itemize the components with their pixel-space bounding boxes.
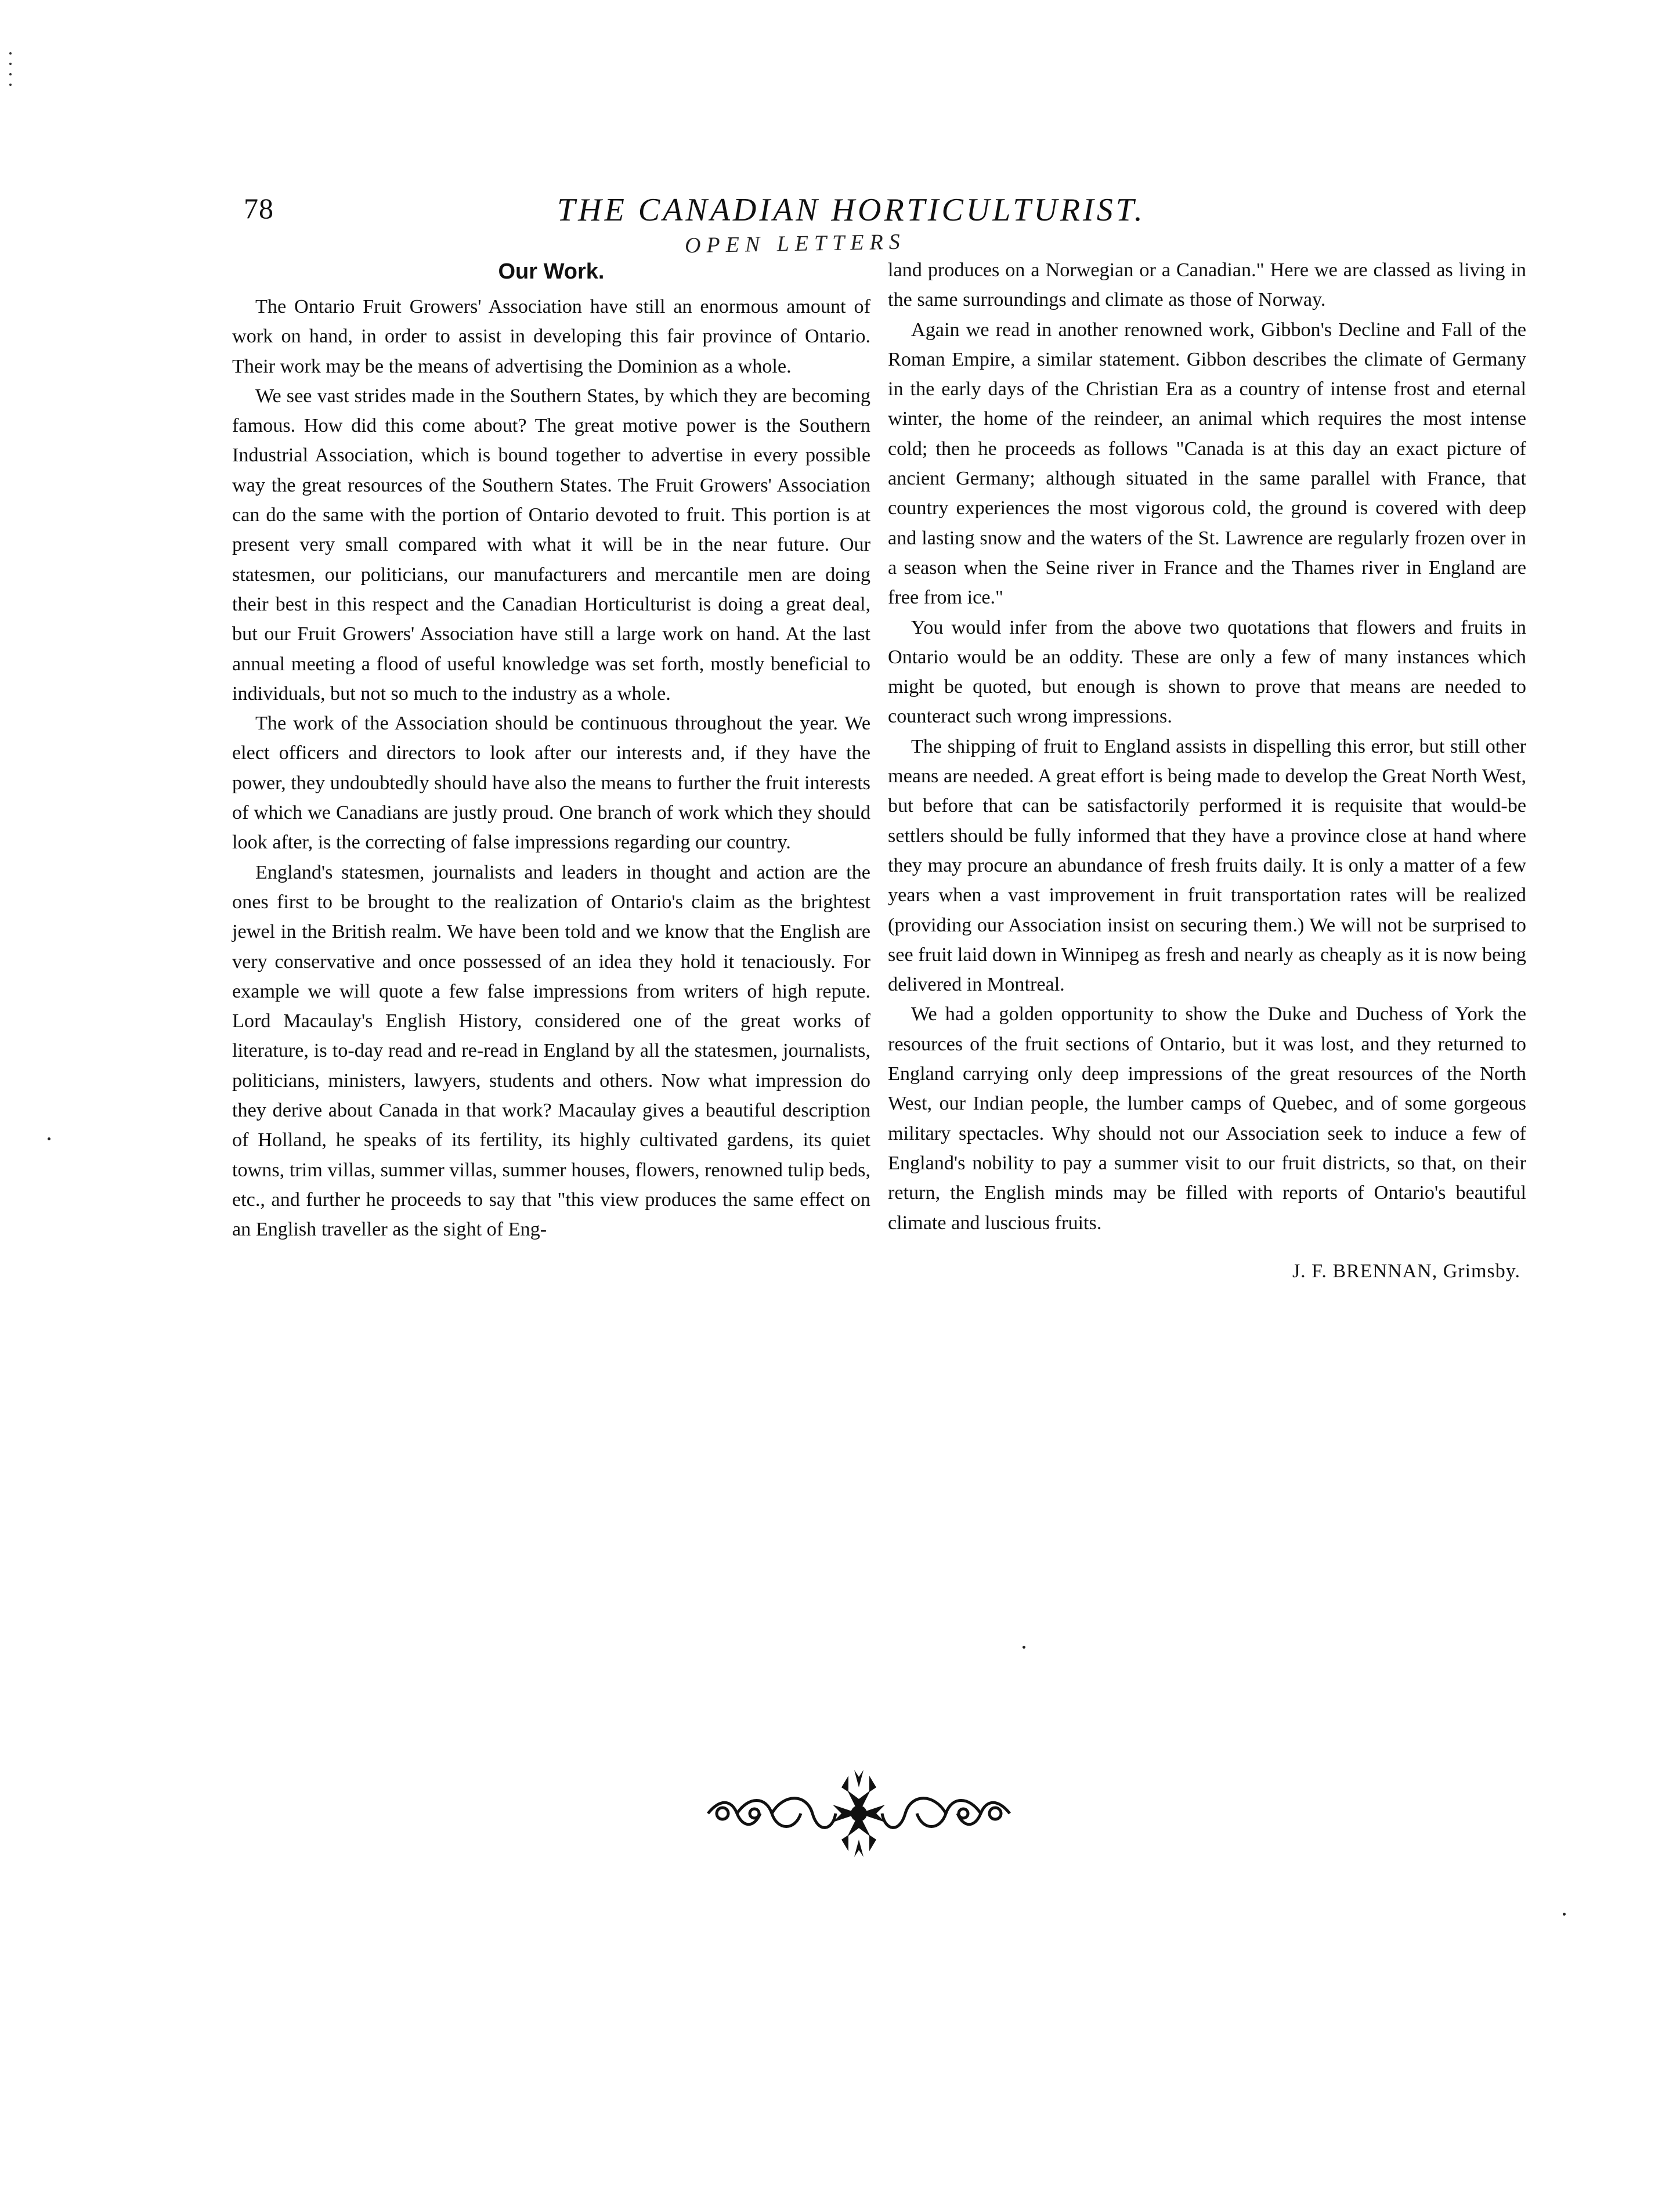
floral-divider-icon <box>696 1764 1021 1863</box>
right-column <box>888 255 1526 1286</box>
margin-dots <box>9 52 15 122</box>
paragraph: England's statesmen, journalists and leaders in thought and action are the ones first to be brought to the realization of Ontario's claim as the brightest jewel in the British realm. We have been told and we know that the English are very conservative and once possessed of an idea they hold it tenaciously. For example we will quote a few false impressions from writers of high repute. Lord Macaulay's English History, considered one of the great works of literature, is to-day read and re-read in England by all the statesmen, journalists, politicians, ministers, lawyers, students and others. Now what impression do they derive about Canada in that work? Macaulay gives a beautiful description of Holland, he speaks of its fertility, its highly cultivated gardens, its quiet towns, trim villas, summer villas, summer houses, flowers, renowned tulip beds, etc., and further he proceeds to say that "this view produces the same effect on an English traveller as the sight of Eng- <box>232 861 870 1241</box>
stray-mark <box>48 1137 50 1140</box>
author-signature: J. F. BRENNAN, Grimsby. <box>1292 1260 1520 1282</box>
handwritten-note: OPEN LETTERS <box>684 229 906 258</box>
stray-mark <box>1563 1913 1566 1916</box>
stray-mark <box>1023 1646 1025 1649</box>
page-number: 78 <box>244 192 274 225</box>
article-title: Our Work. <box>498 259 605 284</box>
paragraph: We see vast strides made in the Southern States, by which they are becoming famous. How did this come about? The great motive power is the Southern Industrial Association, which is bound together to advertise in every possible way the great resources of the Southern States. The Fruit Growers' Association can do the same with the portion of Ontario devoted to fruit. This portion is at present very small compared with what it will be in the near future. Our statesmen, our politicians, our manufacturers and mercantile men are doing their best in this respect and the Canadian Horticulturist is doing a great deal, but our Fruit Growers' Association have still a large work on hand. At the last annual meeting a flood of useful knowledge was set forth, mostly beneficial to individuals, but not so much to the industry as a whole. <box>232 385 870 704</box>
paragraph: The Ontario Fruit Growers' Association have still an enormous amount of work on hand, in order to assist in developing this fair province of Ontario. Their work may be the means of advertising the Dominion as a whole. <box>232 296 870 377</box>
paragraph: You would infer from the above two quotations that flowers and fruits in Ontario would be an oddity. These are only a few of many instances which might be quoted, but enough is shown to prove that means are needed to counteract such wrong impressions. <box>888 616 1526 728</box>
paragraph: The shipping of fruit to England assists in dispelling this error, but still other means are needed. A great effort is being made to develop the Great North West, but before that can be satisfactorily performed it is requisite that would-be settlers should be fully informed that they have a province close at hand where they may procure an abundance of fresh fruits daily. It is only a matter of a few years when a vast improvement in fruit transportation rates will be realized (providing our Association insist on securing them.) We will not be surprised to see fruit laid down in Winnipeg as fresh and nearly as cheaply as it is now being delivered in Montreal. <box>888 735 1526 996</box>
continued-paragraph: land produces on a Norwegian or a Canadian." Here we are classed as living in the same surroundings and climate as those of Norway. <box>888 259 1526 311</box>
running-title: THE CANADIAN HORTICULTURIST. <box>557 192 1146 228</box>
paragraph: We had a golden opportunity to show the Duke and Duchess of York the resources of the fruit sections of Ontario, but it was lost, and they returned to England carrying only deep impressions of the great resources of the North West, our Indian people, the lumber camps of Quebec, and of some gorgeous military spectacles. Why should not our Association seek to induce a few of England's nobility to pay a summer visit to our fruit districts, so that, on their return, the English minds may be filled with reports of Ontario's beautiful climate and luscious fruits. <box>888 1003 1526 1234</box>
paragraph: Again we read in another renowned work, Gibbon's Decline and Fall of the Roman Empire, a similar statement. Gibbon describes the climate of Germany in the early days of the Christian Era as a country of intense frost and eternal winter, the home of the reindeer, an animal which requires the most intense cold; then he proceeds as follows "Canada is at this day an exact picture of ancient Germany; although situated in the same parallel with France, that country experiences the most vigorous cold, the ground is covered with deep and lasting snow and the waters of the St. Lawrence are regularly frozen over in a season when the Seine river in France and the Thames river in England are free from ice." <box>888 319 1526 609</box>
left-column <box>232 255 870 1245</box>
paragraph: The work of the Association should be continuous throughout the year. We elect officers and directors to look after our interests and, if they have the power, they undoubtedly should have also the means to further the fruit interests of which we Canadians are justly proud. One branch of work which they should look after, is the correcting of false impressions regarding our country. <box>232 713 870 854</box>
